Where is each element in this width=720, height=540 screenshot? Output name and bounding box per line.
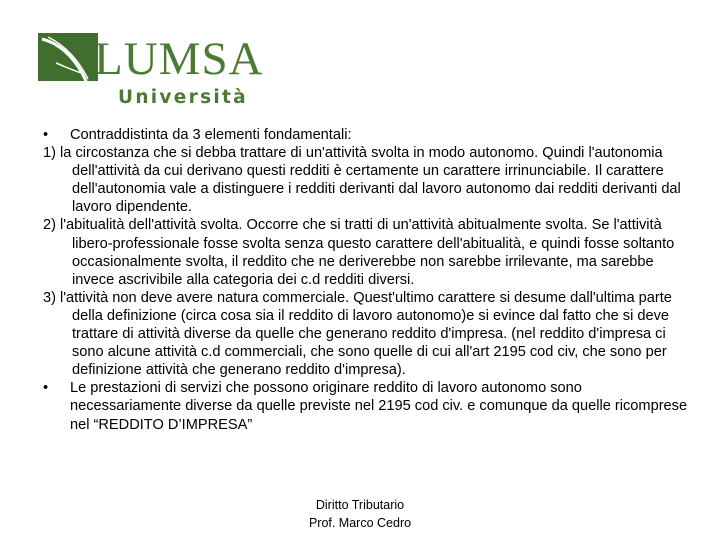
- lumsa-logo: [38, 33, 263, 113]
- numbered-item: 3) l'attività non deve avere natura commerciale. Quest'ultimo carattere si desume dall'ultima parte della definizione (circa cosa sia il reddito di lavoro autonomo)e si evince dal fatto che si deve trattare di attività diverse da quelle che generano reddito d'impresa. (nel reddito d'impresa ci sono alcune attività c.d commerciali, che sono quelle di cui all'art 2195 cod civ, che sono per definizione attività che generano reddito d'impresa).: [43, 289, 672, 379]
- slide-footer: [300, 496, 420, 532]
- professor-name: Prof. Marco Cedro: [308, 516, 412, 530]
- numbered-item: 2) l'abitualità dell'attività svolta. Occorre che si tratti di un'attività abitualmente svolta. Se l'attività libero-professionale fosse svolta senza questo carattere dell'abitualità, e quindi fosse soltanto occasionalmente svolta, il reddito che ne deriverebbe non sarebbe irrilevante, ma sarebbe invece ascrivibile alla categoria dei c.d redditi diversi.: [43, 217, 675, 288]
- bullet-marker: •: [43, 127, 49, 143]
- logo-subtitle: Università: [118, 87, 248, 108]
- logo-wordmark: LUMSA: [94, 33, 264, 85]
- bullet-item: [43, 126, 693, 144]
- slide-body: [43, 126, 693, 434]
- bullet-text: Contraddistinta da 3 elementi fondamentali:: [70, 127, 352, 143]
- bullet-text: Le prestazioni di servizi che possono originare reddito di lavoro autonomo sono necessariamente diverse da quelle previste nel 2195 cod civ. e comunque da quelle ricomprese nel “REDDITO D’IMPRESA”: [70, 380, 688, 433]
- bullet-item: [43, 379, 693, 433]
- numbered-item: 1) la circostanza che si debba trattare di un'attività svolta in modo autonomo. Quindi l'autonomia dell'attività da cui derivano questi redditi è certamente un carattere irrinunciabile. Il carattere dell'autonomia vale a distinguere i redditi derivanti dal lavoro autonomo dai redditi derivanti dal lavoro dipendente.: [43, 145, 681, 216]
- course-name: Diritto Tributario: [315, 498, 405, 512]
- bullet-marker: •: [43, 380, 49, 397]
